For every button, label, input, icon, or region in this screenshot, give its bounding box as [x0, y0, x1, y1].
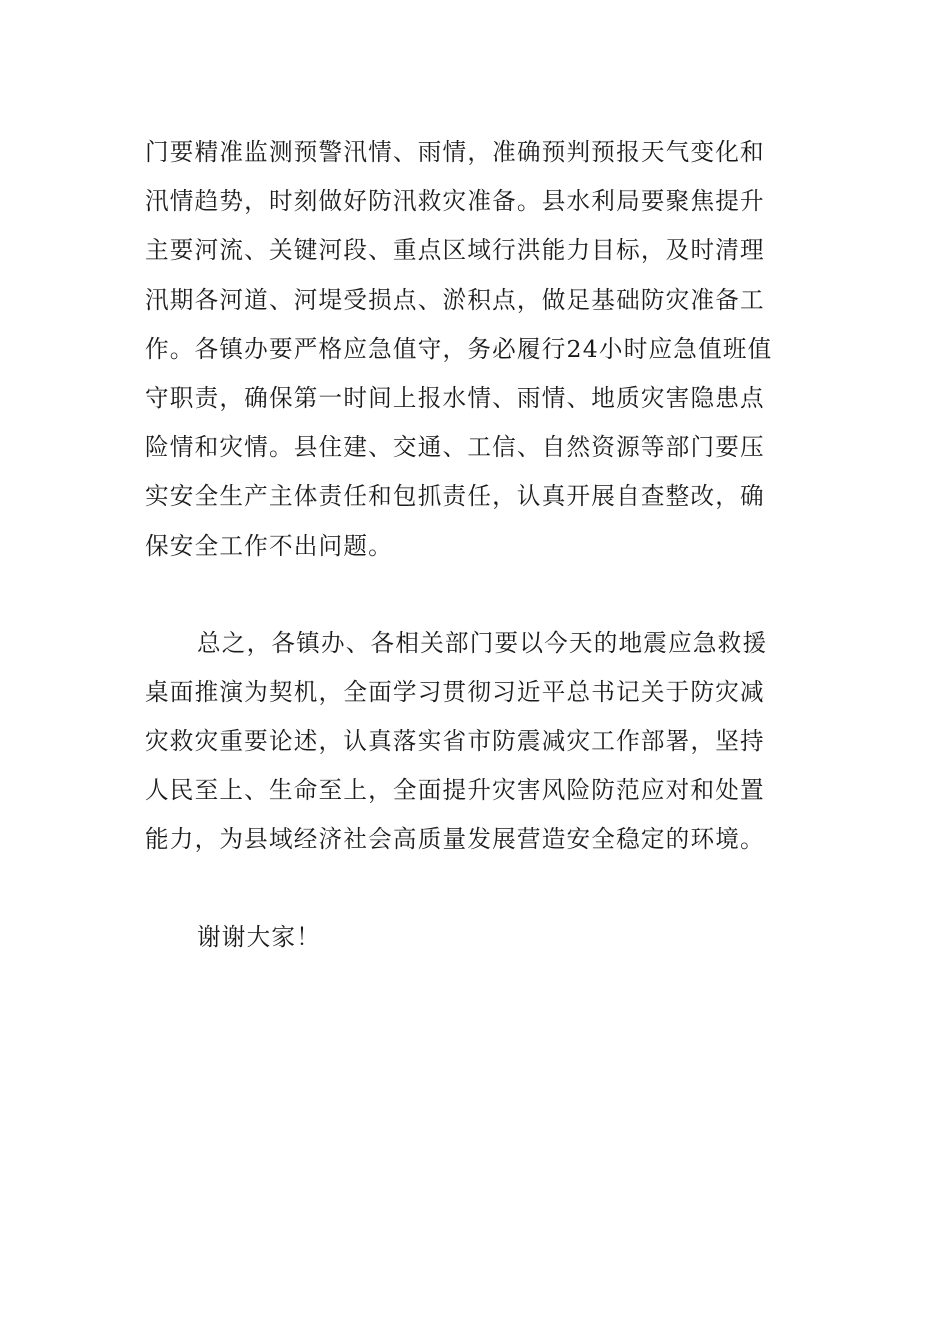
text-line: 保安全工作不出问题。	[145, 531, 393, 560]
text-line: 灾救灾重要论述，认真落实省市防震减灾工作部署，坚持	[145, 727, 765, 756]
text-line: 桌面推演为契机，全面学习贯彻习近平总书记关于防灾减	[145, 677, 765, 706]
text-line: 实安全生产主体责任和包抓责任，认真开展自查整改，确	[145, 482, 765, 511]
text-line: 险情和灾情。县住建、交通、工信、自然资源等部门要压	[145, 433, 765, 462]
text-line: 作。各镇办要严格应急值守，务必履行24小时应急值班值	[145, 334, 773, 363]
text-line: 人民至上、生命至上，全面提升灾害风险防范应对和处置	[145, 776, 765, 805]
text-line: 总之，各镇办、各相关部门要以今天的地震应急救援	[197, 628, 768, 657]
text-line: 汛期各河道、河堤受损点、淤积点，做足基础防灾准备工	[145, 285, 765, 314]
document-body	[145, 128, 795, 962]
paragraph-flood-prevention	[145, 128, 795, 571]
paragraph-conclusion	[145, 619, 795, 865]
paragraph-thanks	[145, 913, 795, 962]
closing-line: 谢谢大家！	[197, 922, 321, 951]
text-line: 汛情趋势，时刻做好防汛救灾准备。县水利局要聚焦提升	[145, 187, 765, 216]
text-line: 门要精准监测预警汛情、雨情，准确预判预报天气变化和	[145, 138, 765, 166]
text-line: 能力，为县域经济社会高质量发展营造安全稳定的环境。	[145, 825, 765, 854]
text-line: 主要河流、关键河段、重点区域行洪能力目标，及时清理	[145, 236, 765, 265]
text-line: 守职责，确保第一时间上报水情、雨情、地质灾害隐患点	[145, 383, 765, 412]
